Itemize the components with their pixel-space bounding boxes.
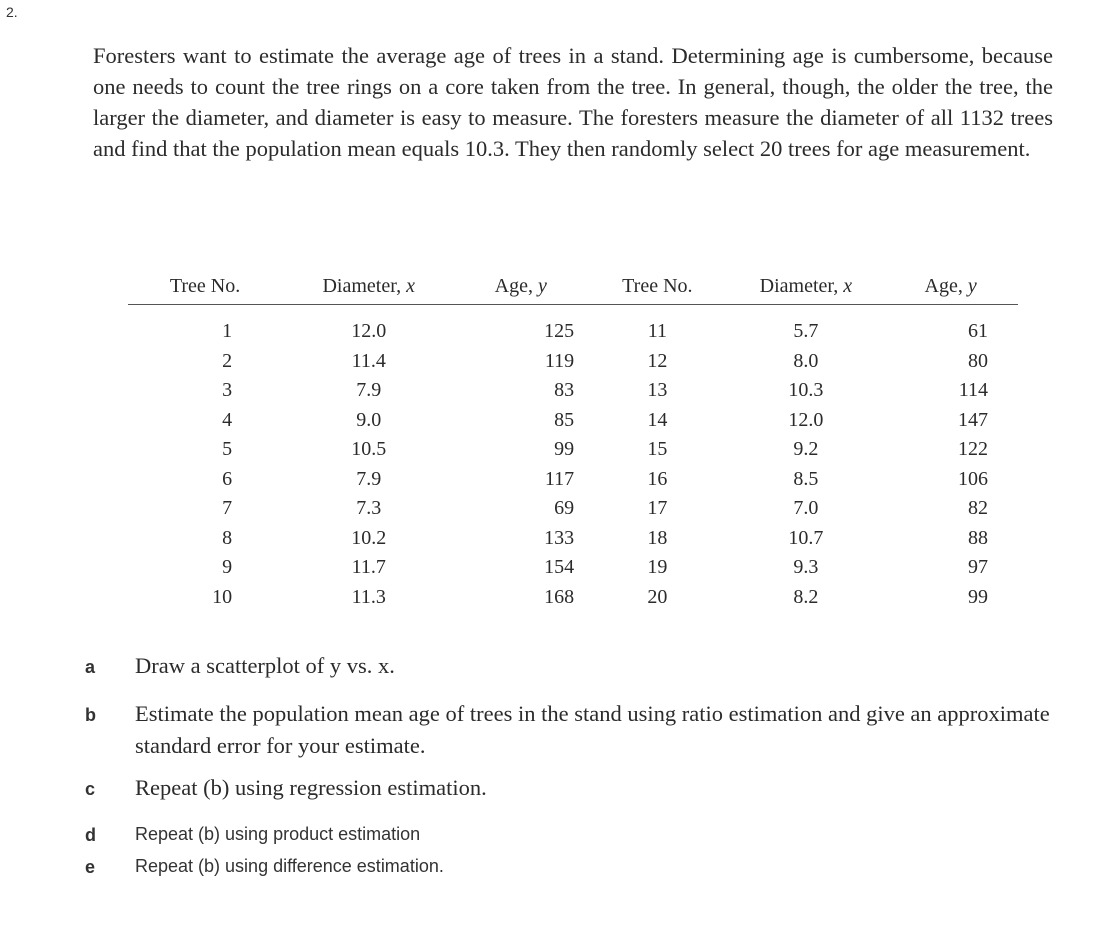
table-cell: 3 [222, 379, 233, 401]
table-cell: 19 [647, 556, 668, 578]
problem-statement: Foresters want to estimate the average age of trees in a stand. Determining age is cumbersome, because one needs to count the tree rings on a core taken from the tree. In general, though, the older the tree, the larger the diameter, and diameter is easy to measure. The foresters measure the diameter of all 1132 trees and find that the population mean equals 10.3. They then randomly select 20 trees for age measurement. [93, 43, 1053, 161]
table-cell: 18 [647, 526, 668, 549]
table-row [128, 406, 1018, 436]
part-letter: b [85, 705, 96, 725]
part-text: Draw a scatterplot of y vs. x. [135, 653, 395, 678]
table-cell: 114 [958, 379, 988, 401]
table-cell: 10.2 [351, 526, 387, 549]
part-letter: a [85, 657, 96, 677]
table-cell: 4 [222, 408, 233, 431]
table-cell: 9.3 [793, 556, 819, 578]
table-body [128, 305, 1018, 613]
table-cell: 2 [222, 349, 233, 372]
part-text: Repeat (b) using product estimation [135, 824, 421, 844]
column-header [729, 268, 884, 305]
column-header-variable: y [537, 275, 547, 297]
table-cell: 11 [647, 320, 667, 342]
table-cell: 147 [958, 408, 988, 431]
table-cell: 12.0 [788, 408, 824, 431]
table-cell: 122 [958, 438, 988, 460]
table-cell: 106 [958, 467, 988, 490]
table-cell: 10 [212, 585, 233, 608]
table-cell: 15 [647, 438, 668, 460]
table-cell: 10.7 [788, 526, 824, 549]
table-cell: 117 [544, 467, 575, 490]
table-cell: 7 [222, 497, 233, 519]
table-cell: 7.9 [356, 467, 382, 490]
table-row [128, 553, 1018, 583]
table-cell: 83 [554, 379, 575, 401]
column-header-variable: x [406, 275, 415, 297]
table-cell: 12 [647, 349, 668, 372]
table-cell: 11.4 [351, 349, 386, 372]
table-cell: 10.5 [351, 438, 387, 460]
table-cell: 9.2 [793, 438, 819, 460]
part-b [85, 698, 1055, 762]
table-cell: 5.7 [793, 320, 819, 342]
table-cell: 20 [647, 585, 668, 608]
table-cell: 7.3 [356, 497, 382, 519]
part-letter: e [85, 857, 96, 877]
table-cell: 12.0 [351, 320, 387, 342]
question-number: 2. [6, 4, 18, 20]
table-row [128, 465, 1018, 495]
table-cell: 9 [222, 556, 233, 578]
column-header [883, 268, 1018, 305]
table-cell: 88 [968, 526, 988, 549]
table-cell: 17 [647, 497, 668, 519]
column-header [586, 268, 728, 305]
table-cell: 99 [554, 438, 575, 460]
table-cell: 11.7 [351, 556, 386, 578]
table-row [128, 435, 1018, 465]
part-a [85, 650, 1055, 683]
table-row [128, 494, 1018, 524]
data-table [128, 268, 1018, 612]
table-cell: 8.2 [793, 585, 819, 608]
table-row [128, 524, 1018, 554]
table-cell: 9.0 [356, 408, 382, 431]
table-cell: 8 [222, 526, 233, 549]
column-header-label: Diameter, [322, 275, 407, 297]
part-d [85, 818, 1055, 851]
part-letter: c [85, 779, 96, 799]
table-cell: 69 [554, 497, 575, 519]
table-cell: 168 [544, 585, 575, 608]
table-row [128, 583, 1018, 613]
table-cell: 7.0 [793, 497, 819, 519]
table-row [128, 347, 1018, 377]
table-cell: 8.0 [793, 349, 819, 372]
column-header [128, 268, 282, 305]
table-cell: 85 [554, 408, 575, 431]
part-c [85, 772, 1055, 805]
table-cell: 13 [647, 379, 668, 401]
table-cell: 61 [968, 320, 988, 342]
table-header-row [128, 268, 1018, 305]
part-text: Estimate the population mean age of trees in the stand using ratio estimation and give an approximate standard error for your estimate. [135, 701, 1050, 758]
column-header-variable: x [843, 275, 853, 297]
part-text: Repeat (b) using regression estimation. [135, 775, 487, 800]
column-header-label: Age, [924, 275, 968, 297]
table-cell: 80 [968, 349, 988, 372]
table-cell: 11.3 [351, 585, 386, 608]
table-cell: 6 [222, 467, 233, 490]
table-cell: 133 [544, 526, 575, 549]
table-cell: 154 [544, 556, 575, 578]
table-cell: 97 [968, 556, 988, 578]
table-cell: 82 [968, 497, 988, 519]
table-cell: 1 [222, 320, 233, 342]
table-cell: 10.3 [788, 379, 824, 401]
table-row [128, 305, 1018, 347]
table-cell: 119 [544, 349, 575, 372]
column-header [282, 268, 455, 305]
part-e [85, 850, 1055, 883]
table-cell: 14 [647, 408, 668, 431]
column-header-label: Tree No. [622, 275, 693, 297]
part-text: Repeat (b) using difference estimation. [135, 856, 444, 876]
part-letter: d [85, 825, 96, 845]
table-cell: 99 [968, 585, 988, 608]
column-header-label: Age, [494, 275, 538, 297]
table-cell: 125 [544, 320, 575, 342]
column-header-variable: y [967, 275, 977, 297]
column-header [455, 268, 586, 305]
table-cell: 16 [647, 467, 668, 490]
table-cell: 7.9 [356, 379, 382, 401]
table-cell: 8.5 [793, 467, 819, 490]
column-header-label: Diameter, [759, 275, 844, 297]
table-cell: 5 [222, 438, 233, 460]
table-row [128, 376, 1018, 406]
column-header-label: Tree No. [169, 275, 241, 297]
